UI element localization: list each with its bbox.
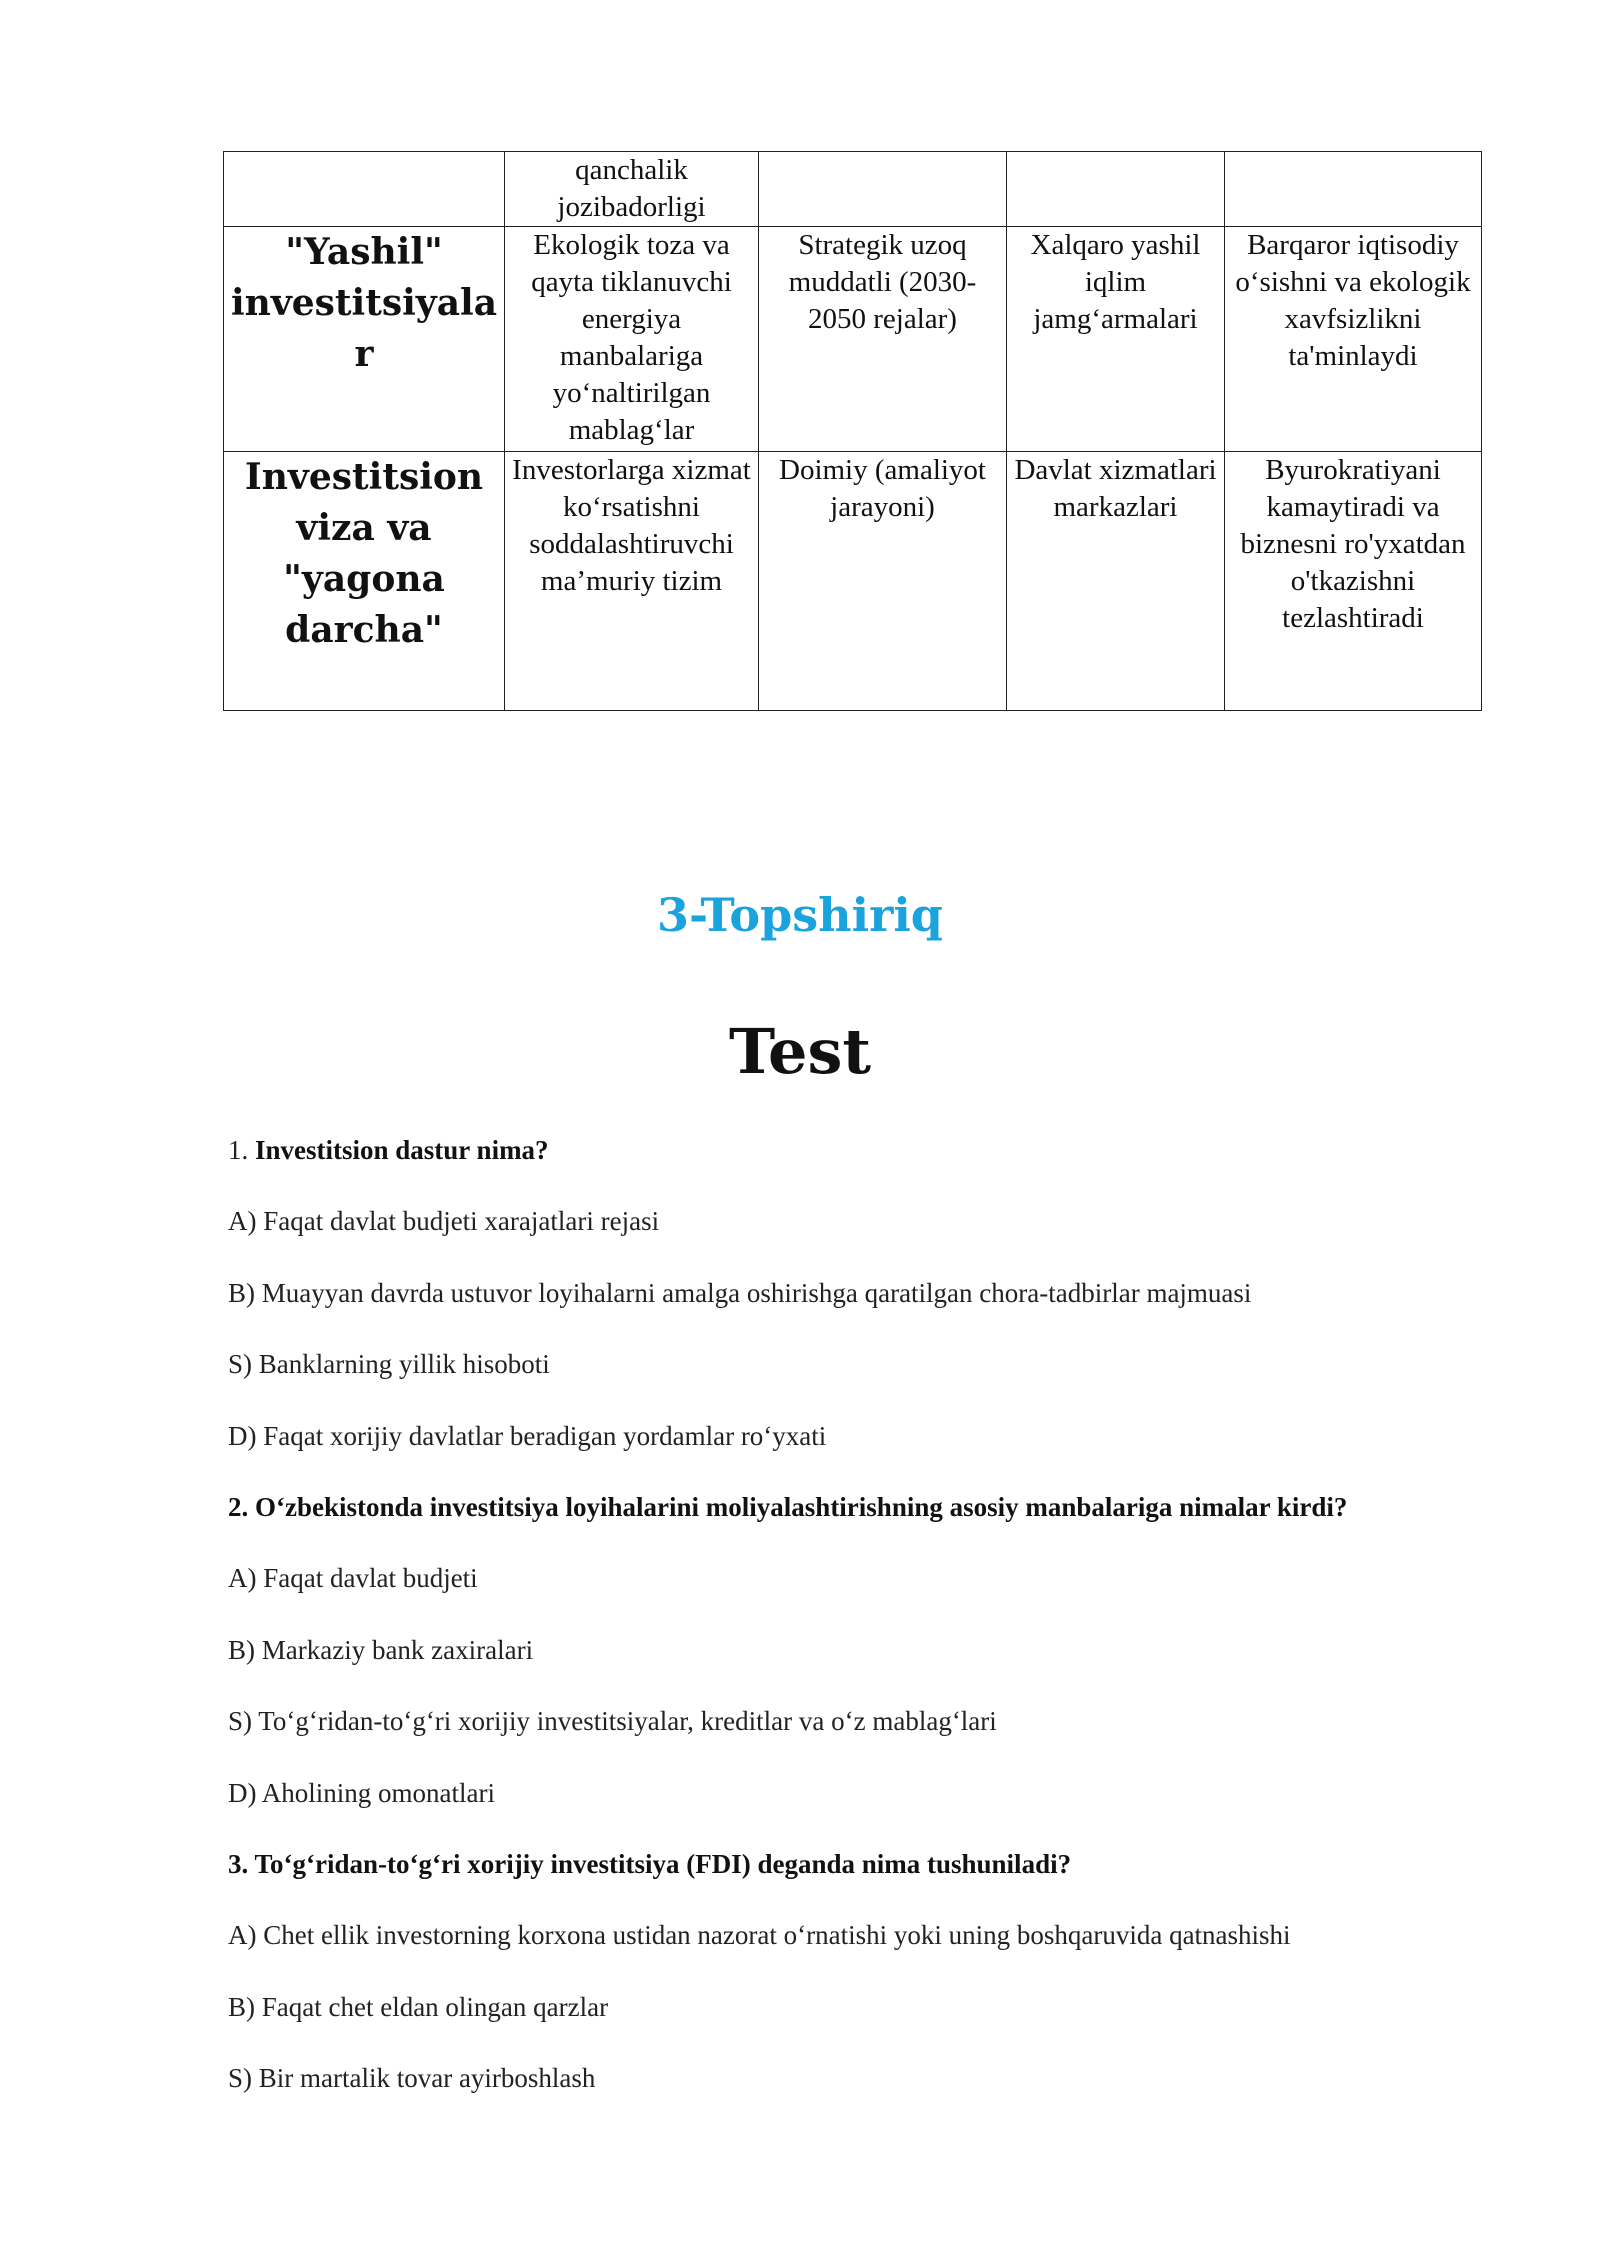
question-number: 3. xyxy=(228,1848,249,1879)
answer-option: A) Faqat davlat budjeti xyxy=(228,1563,478,1594)
answer-option: D) Aholining omonatlari xyxy=(228,1777,495,1808)
answer-option: A) Chet ellik investorning korxona ustidan nazorat o‘rnatishi yoki uning boshqaruvida qatnashishi xyxy=(228,1920,1291,1951)
quiz xyxy=(228,1130,1528,2129)
table-row-header: "Yashil" investitsiyalar xyxy=(224,227,505,452)
investment-table xyxy=(223,151,1482,711)
answer-option: S) To‘g‘ridan-to‘g‘ri xorijiy investitsiyalar, kreditlar va o‘z mablag‘lari xyxy=(228,1706,997,1737)
answer-option: D) Faqat xorijiy davlatlar beradigan yordamlar ro‘yxati xyxy=(228,1420,827,1451)
answer-option: B) Markaziy bank zaxiralari xyxy=(228,1634,534,1665)
table-cell: Investorlarga xizmat ko‘rsatishni soddalashtiruvchi ma’muriy tizim xyxy=(505,452,759,711)
table-cell: Strategik uzoq muddatli (2030-2050 rejalar) xyxy=(759,227,1007,452)
test-title: Test xyxy=(728,1015,871,1088)
answer-option: B) Faqat chet eldan olingan qarzlar xyxy=(228,1991,609,2022)
table-row xyxy=(224,152,1482,227)
answer-option: B) Muayyan davrda ustuvor loyihalarni amalga oshirishga qaratilgan chora-tadbirlar majmuasi xyxy=(228,1277,1252,1308)
question-text: To‘g‘ridan-to‘g‘ri xorijiy investitsiya (FDI) deganda nima tushuniladi? xyxy=(254,1848,1072,1879)
question-text: Investitsion dastur nima? xyxy=(255,1135,549,1165)
table-cell: Doimiy (amaliyot jarayoni) xyxy=(759,452,1007,711)
answer-option: S) Bir martalik tovar ayirboshlash xyxy=(228,2063,596,2094)
table-cell: Byurokratiyani kamaytiradi va biznesni ro'yxatdan o'tkazishni tezlashtiradi xyxy=(1225,452,1482,711)
table-row xyxy=(224,452,1482,711)
answer-option: A) Faqat davlat budjeti xarajatlari rejasi xyxy=(228,1206,660,1237)
table-row-header: Investitsion viza va "yagona darcha" xyxy=(224,452,505,711)
answer-option: S) Banklarning yillik hisoboti xyxy=(228,1349,550,1380)
table-cell: qanchalik jozibadorligi xyxy=(505,152,759,227)
question-2 xyxy=(228,1487,1528,1558)
question-text: O‘zbekistonda investitsiya loyihalarini moliyalashtirishning asosiy manbalariga nimalar kirdi? xyxy=(255,1491,1348,1522)
table-cell: Ekologik toza va qayta tiklanuvchi energiya manbalariga yo‘naltirilgan mablag‘lar xyxy=(505,227,759,452)
question-1 xyxy=(228,1130,1528,1201)
table-cell: Barqaror iqtisodiy o‘sishni va ekologik xavfsizlikni ta'minlaydi xyxy=(1225,227,1482,452)
question-number: 1. xyxy=(228,1135,249,1165)
table-cell xyxy=(1007,152,1225,227)
task-title: 3-Topshiriq xyxy=(657,888,943,942)
question-number: 2. xyxy=(228,1491,249,1522)
question-3 xyxy=(228,1844,1528,1915)
table-cell: Xalqaro yashil iqlim jamg‘armalari xyxy=(1007,227,1225,452)
table-row xyxy=(224,227,1482,452)
table-cell xyxy=(224,152,505,227)
table-cell xyxy=(759,152,1007,227)
table-cell: Davlat xizmatlari markazlari xyxy=(1007,452,1225,711)
table-cell xyxy=(1225,152,1482,227)
